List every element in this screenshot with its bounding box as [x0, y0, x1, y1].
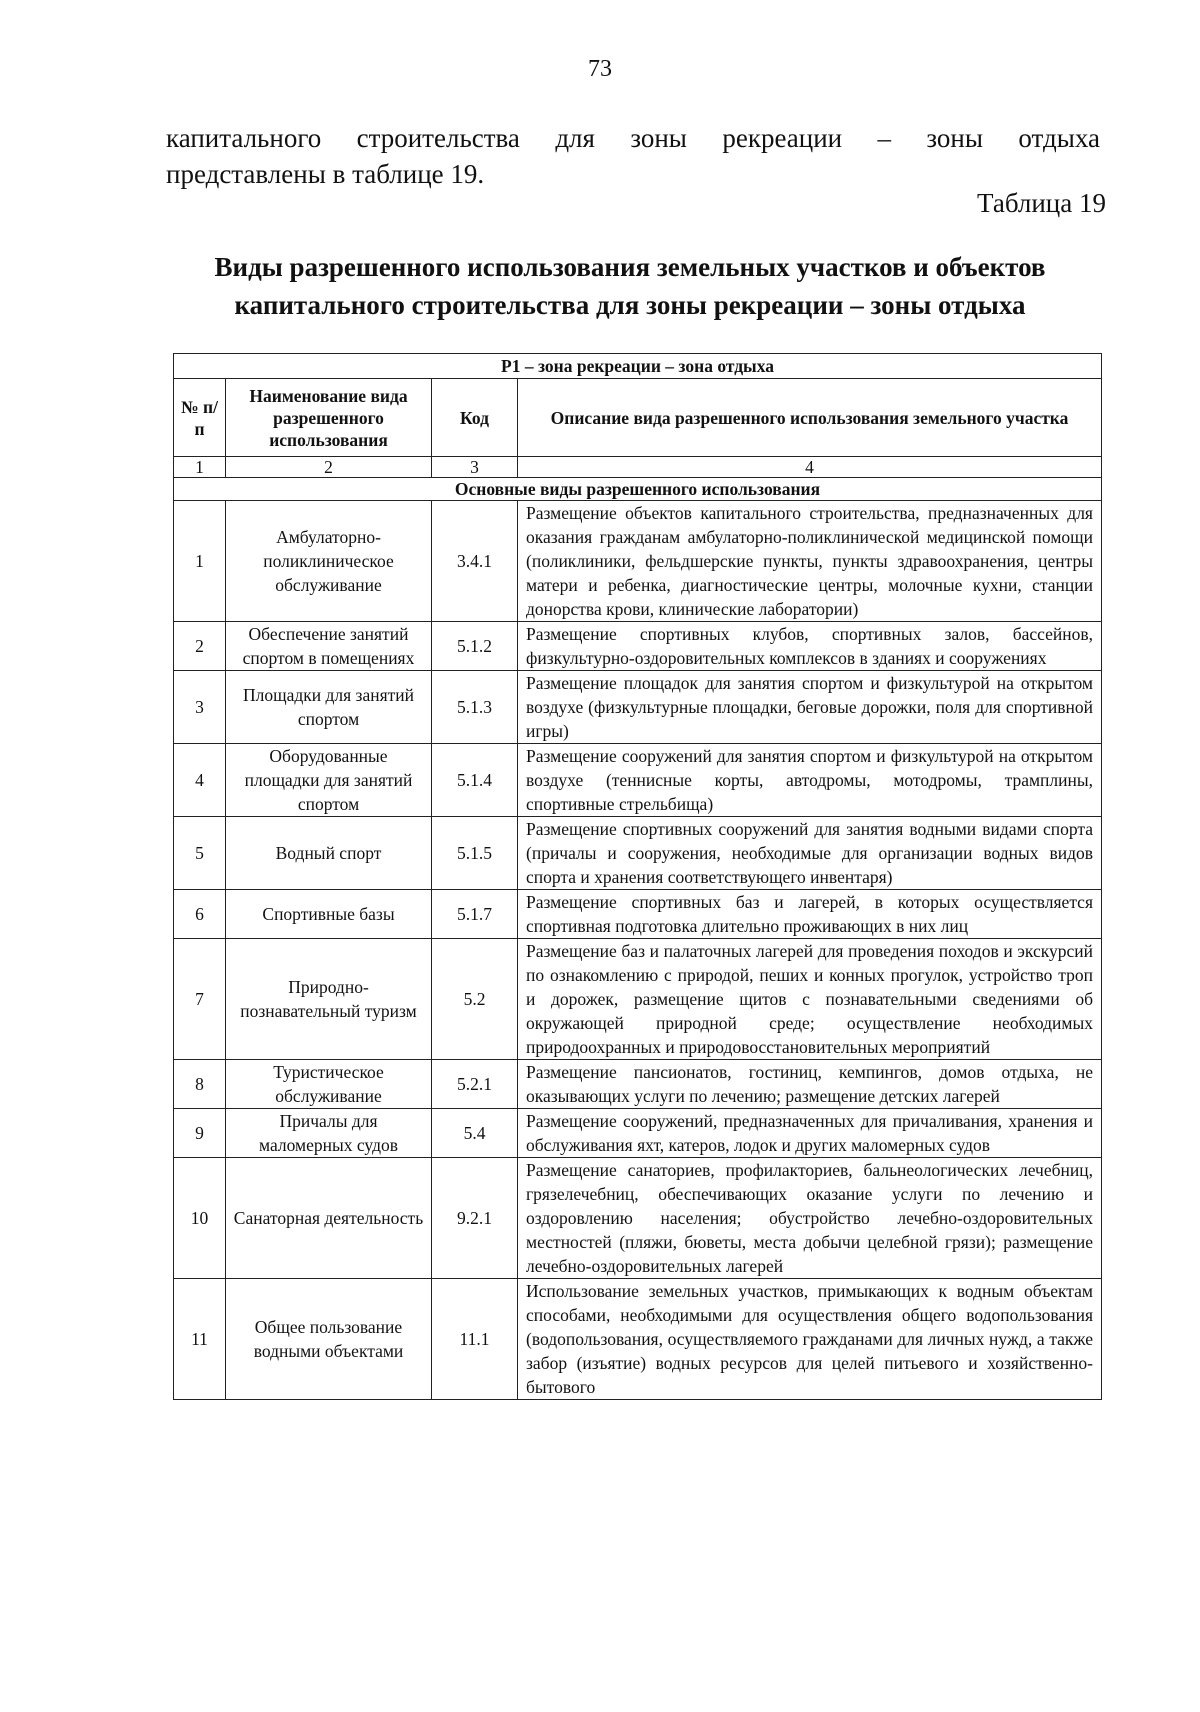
- column-number: 2: [226, 457, 432, 478]
- row-name: Оборудованные площадки для занятий спортом: [226, 744, 432, 817]
- row-code: 5.1.3: [432, 671, 518, 744]
- row-code: 5.2.1: [432, 1060, 518, 1109]
- page-number: 73: [588, 56, 612, 82]
- row-description: Размещение баз и палаточных лагерей для проведения походов и экскурсий по ознакомлению с природой, пеших и конных прогулок, устройство троп и дорожек, размещение щитов с познавательными сведениями об окружающей природной среде; осуществление необходимых природоохранных и природовосстановительных мероприятий: [518, 939, 1102, 1060]
- table-row: [174, 501, 1102, 622]
- section-title: Основные виды разрешенного использования: [174, 478, 1102, 501]
- zone-header-row: [174, 354, 1102, 379]
- intro-word: отдыха: [1018, 123, 1100, 153]
- table-row: [174, 1060, 1102, 1109]
- row-code: 5.1.4: [432, 744, 518, 817]
- intro-word: зоны: [630, 123, 687, 153]
- table-row: [174, 890, 1102, 939]
- row-description: Размещение объектов капитального строительства, предназначенных для оказания гражданам амбулаторно-поликлинической медицинской помощи (поликлиники, фельдшерские пункты, пункты здравоохранения, центры матери и ребенка, диагностические центры, молочные кухни, станции донорства крови, клинические лаборатории): [518, 501, 1102, 622]
- row-code: 5.2: [432, 939, 518, 1060]
- row-description: Размещение площадок для занятия спортом и физкультурой на открытом воздухе (физкультурные площадки, беговые дорожки, поля для спортивной игры): [518, 671, 1102, 744]
- row-name: Спортивные базы: [226, 890, 432, 939]
- table-caption: Таблица 19: [977, 188, 1106, 218]
- row-code: 3.4.1: [432, 501, 518, 622]
- zone-header: Р1 – зона рекреации – зона отдыха: [174, 354, 1102, 379]
- title-line-1: Виды разрешенного использования земельных участков и объектов: [214, 252, 1046, 282]
- intro-word: –: [877, 123, 891, 153]
- intro-word: рекреации: [722, 123, 843, 153]
- row-description: Размещение спортивных баз и лагерей, в которых осуществляется спортивная подготовка длительно проживающих в них лиц: [518, 890, 1102, 939]
- column-number: 1: [174, 457, 226, 478]
- row-name: Природно-познавательный туризм: [226, 939, 432, 1060]
- row-name: Санаторная деятельность: [226, 1158, 432, 1279]
- column-header-row: [174, 379, 1102, 457]
- header-number: № п/п: [174, 379, 226, 457]
- row-number: 6: [174, 890, 226, 939]
- row-name: Амбулаторно-поликлиническое обслуживание: [226, 501, 432, 622]
- row-description: Размещение санаториев, профилакториев, бальнеологических лечебниц, грязелечебниц, обеспечивающих оказание услуги по лечению и оздоровлению населения; обустройство лечебно-оздоровительных местностей (пляжи, бюветы, места добычи целебной грязи); размещение лечебно-оздоровительных лагерей: [518, 1158, 1102, 1279]
- column-number: 3: [432, 457, 518, 478]
- table-row: [174, 671, 1102, 744]
- row-number: 2: [174, 622, 226, 671]
- table-row: [174, 744, 1102, 817]
- row-name: Обеспечение занятий спортом в помещениях: [226, 622, 432, 671]
- table-row: [174, 939, 1102, 1060]
- land-use-table: [173, 353, 1102, 1400]
- row-number: 8: [174, 1060, 226, 1109]
- row-code: 5.1.7: [432, 890, 518, 939]
- title-line-2: капитального строительства для зоны рекреации – зоны отдыха: [234, 290, 1026, 320]
- row-name: Площадки для занятий спортом: [226, 671, 432, 744]
- row-number: 4: [174, 744, 226, 817]
- row-number: 10: [174, 1158, 226, 1279]
- table-row: [174, 1158, 1102, 1279]
- intro-line-2: представлены в таблице 19.: [166, 159, 485, 189]
- row-number: 5: [174, 817, 226, 890]
- table-row: [174, 817, 1102, 890]
- row-code: 5.1.2: [432, 622, 518, 671]
- row-code: 5.4: [432, 1109, 518, 1158]
- column-number: 4: [518, 457, 1102, 478]
- intro-word: зоны: [926, 123, 983, 153]
- row-number: 1: [174, 501, 226, 622]
- row-description: Размещение пансионатов, гостиниц, кемпингов, домов отдыха, не оказывающих услуги по лечению; размещение детских лагерей: [518, 1060, 1102, 1109]
- intro-line-1: [166, 120, 1100, 156]
- table-row: [174, 1279, 1102, 1400]
- header-name: Наименование вида разрешенного использования: [226, 379, 432, 457]
- row-name: Причалы для маломерных судов: [226, 1109, 432, 1158]
- row-number: 7: [174, 939, 226, 1060]
- row-description: Размещение спортивных сооружений для занятия водными видами спорта (причалы и сооружения, необходимые для организации водных видов спорта и хранения соответствующего инвентаря): [518, 817, 1102, 890]
- row-number: 11: [174, 1279, 226, 1400]
- row-description: Использование земельных участков, примыкающих к водным объектам способами, необходимыми для осуществления общего водопользования (водопользования, осуществляемого гражданами для личных нужд, а также забор (изъятие) водных ресурсов для целей питьевого и хозяйственно-бытового: [518, 1279, 1102, 1400]
- column-number-row: [174, 457, 1102, 478]
- row-name: Туристическое обслуживание: [226, 1060, 432, 1109]
- intro-word: строительства: [356, 123, 520, 153]
- header-description: Описание вида разрешенного использования земельного участка: [518, 379, 1102, 457]
- row-description: Размещение спортивных клубов, спортивных залов, бассейнов, физкультурно-оздоровительных комплексов в зданиях и сооружениях: [518, 622, 1102, 671]
- row-description: Размещение сооружений, предназначенных для причаливания, хранения и обслуживания яхт, катеров, лодок и других маломерных судов: [518, 1109, 1102, 1158]
- section-row: [174, 478, 1102, 501]
- row-code: 5.1.5: [432, 817, 518, 890]
- table-row: [174, 622, 1102, 671]
- header-code: Код: [432, 379, 518, 457]
- row-number: 9: [174, 1109, 226, 1158]
- row-name: Водный спорт: [226, 817, 432, 890]
- row-name: Общее пользование водными объектами: [226, 1279, 432, 1400]
- row-code: 11.1: [432, 1279, 518, 1400]
- row-code: 9.2.1: [432, 1158, 518, 1279]
- intro-word: для: [555, 123, 595, 153]
- row-description: Размещение сооружений для занятия спортом и физкультурой на открытом воздухе (теннисные корты, автодромы, мотодромы, трамплины, спортивные стрельбища): [518, 744, 1102, 817]
- table-row: [174, 1109, 1102, 1158]
- intro-word: капитального: [166, 123, 322, 153]
- intro-paragraph: [166, 120, 1100, 192]
- row-number: 3: [174, 671, 226, 744]
- document-title: [150, 248, 1110, 324]
